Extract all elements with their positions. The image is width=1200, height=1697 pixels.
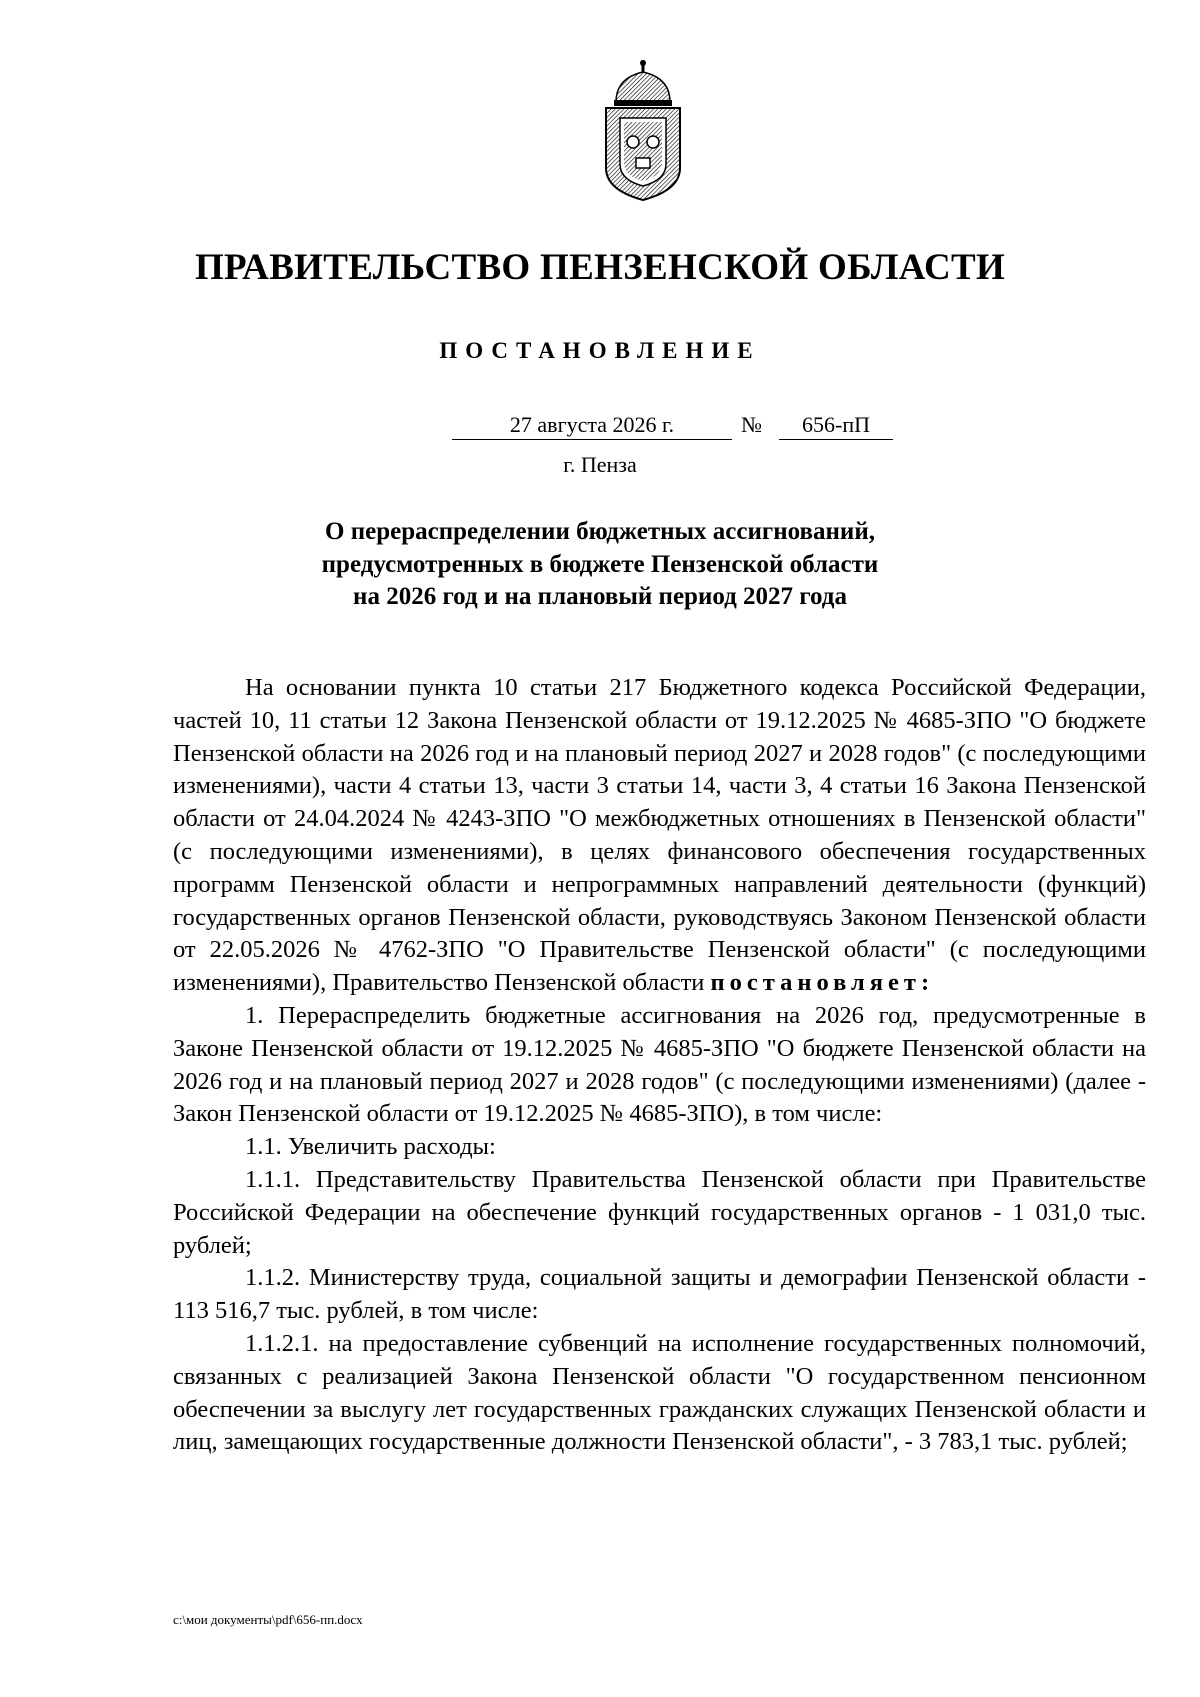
paragraph-1-1-2: 1.1.2. Министерству труда, социальной защиты и демографии Пензенской области - 113 516,7 тыс. рублей, в том числе: [173,1264,1146,1325]
file-path-footer: c:\мои документы\pdf\656-пп.docx [173,1612,363,1627]
resolution-date: 27 августа 2026 г. [452,412,732,440]
resolution-subject [0,516,1200,614]
paragraph-1-1-1: 1.1.1. Представительству Правительства Пензенской области при Правительстве Российской Федерации на обеспечение функций государственных органов - 1 031,0 тыс. рублей; [173,1165,1146,1259]
number-label: № [741,412,762,437]
government-title: ПРАВИТЕЛЬСТВО ПЕНЗЕНСКОЙ ОБЛАСТИ [194,247,1006,288]
subject-line-3: на 2026 год и на плановый период 2027 года [353,583,847,610]
resolution-number: 656-пП [779,412,893,440]
subject-line-2: предусмотренных в бюджете Пензенской области [321,550,879,578]
preamble-text: На основании пункта 10 статьи 217 Бюджетного кодекса Российской Федерации, частей 10, 11 статьи 12 Закона Пензенской области от 19.12.2025 № 4685-ЗПО "О бюджете Пензенской области на 2026 год и на плановый период 2027 и 2028 годов" (с последующими изменениями), части 4 статьи 13, части 3 статьи 14, части 3, 4 статьи 16 Закона Пензенской области от 24.04.2024 № 4243-ЗПО "О межбюджетных отношениях в Пензенской области" (с последующими изменениями), в целях финансового обеспечения государственных программ Пензенской области и непрограммных направлений деятельности (функций) государственных органов Пензенской области, руководствуясь Законом Пензенской области от 22.05.2026 № 4762-ЗПО "О Правительстве Пензенской области" (с последующими изменениями), Правительство Пензенской области [173,674,1146,997]
subject-line-1: О перераспределении бюджетных ассигнований, [325,518,875,545]
city: г. Пенза [563,452,637,477]
paragraph-1-1: 1.1. Увеличить расходы: [245,1133,496,1161]
document-type: ПОСТАНОВЛЕНИЕ [439,338,761,363]
coat-of-arms-icon [598,58,688,204]
resolution-body [173,672,1146,1459]
paragraph-1-1-2-1: 1.1.2.1. на предоставление субвенций на исполнение государственных полномочий, связанных с реализацией Закона Пензенской области "О государственном пенсионном обеспечении за выслугу лет государственных гражданских служащих Пензенской области и лиц, замещающих государственные должности Пензенской области", - 3 783,1 тыс. рублей; [173,1329,1146,1456]
resolves-word: постановляет: [710,969,935,997]
preamble-paragraph [173,672,1146,1000]
paragraph-1: 1. Перераспределить бюджетные ассигнования на 2026 год, предусмотренные в Законе Пензенской области от 19.12.2025 № 4685-ЗПО "О бюджете Пензенской области на 2026 год и на плановый период 2027 и 2028 годов" (с последующими изменениями) (далее - Закон Пензенской области от 19.12.2025 № 4685-ЗПО), в том числе: [173,1001,1146,1128]
